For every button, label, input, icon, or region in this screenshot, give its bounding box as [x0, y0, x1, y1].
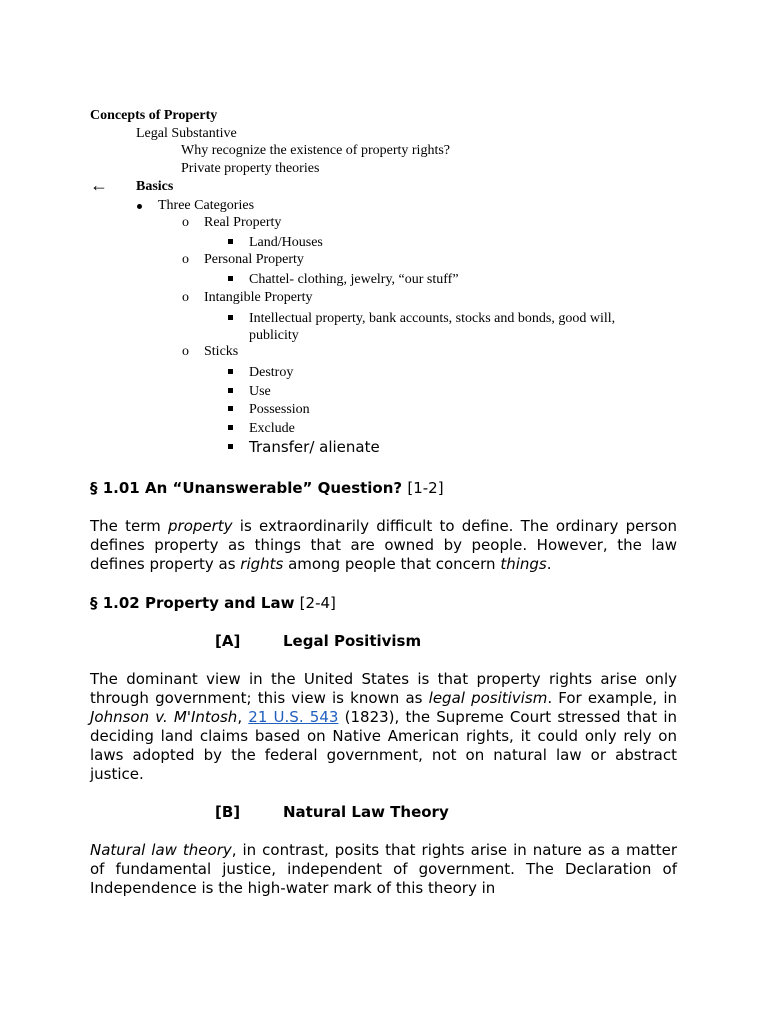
outline-intellectual-line2: publicity [249, 328, 299, 343]
subsection-a-title: Legal Positivism [283, 632, 422, 650]
outline-real-property: Real Property [204, 215, 282, 230]
outline-personal-property: Personal Property [204, 252, 304, 267]
section-101-pin: [1-2] [407, 479, 444, 497]
outline-private-theories: Private property theories [181, 161, 320, 176]
section-101-title: § 1.01 An “Unanswerable” Question? [90, 479, 403, 497]
bullet-square-icon [228, 444, 233, 449]
section-102-title: § 1.02 Property and Law [90, 594, 295, 612]
outline-legal-substantive: Legal Substantive [136, 126, 237, 141]
outline-exclude: Exclude [249, 421, 295, 436]
subsection-b-label: [B] [215, 803, 241, 821]
bullet-square-icon [228, 369, 233, 374]
subsection-b-paragraph: Natural law theory, in contrast, posits that rights arise in nature as a matter of fundamental justice, independent of government. The Declaration of Independence is the high-water mark of this theory in [90, 841, 677, 897]
section-101-heading [90, 479, 444, 498]
outline-land-houses: Land/Houses [249, 235, 323, 250]
outline-chattel: Chattel- clothing, jewelry, “our stuff” [249, 272, 459, 287]
subsection-a-paragraph: The dominant view in the United States is that property rights arise only through government; this view is known as legal positivism. For example, in Johnson v. M'Intosh, 21 U.S. 543 (1823), the Supreme Court stressed that in deciding land claims based on Native American rights, it could only rely on laws adopted by the federal government, not on natural law or abstract justice. [90, 670, 678, 783]
bullet-square-icon [228, 406, 233, 411]
outline-possession: Possession [249, 402, 310, 417]
bullet-square-icon [228, 388, 233, 393]
bullet-circle-icon: o [182, 344, 189, 359]
subsection-a-label: [A] [215, 632, 241, 650]
outline-use: Use [249, 384, 271, 399]
section-102-heading [90, 594, 336, 613]
outline-three-categories: Three Categories [158, 198, 255, 213]
bullet-square-icon [228, 425, 233, 430]
outline-title: Concepts of Property [90, 108, 218, 123]
section-102-pin: [2-4] [299, 594, 336, 612]
bullet-circle-icon: o [182, 215, 189, 230]
outline-intangible-property: Intangible Property [204, 290, 313, 305]
bullet-square-icon [228, 315, 233, 320]
bullet-square-icon [228, 239, 233, 244]
bullet-circle-icon: o [182, 252, 189, 267]
outline-basics: Basics [136, 179, 174, 194]
bullet-square-icon [228, 276, 233, 281]
subsection-b-title: Natural Law Theory [283, 803, 449, 821]
bullet-dot-icon [137, 204, 142, 209]
case-citation-link[interactable]: 21 U.S. 543 [248, 708, 339, 726]
outline-transfer: Transfer/ alienate [249, 438, 380, 456]
bullet-circle-icon: o [182, 290, 189, 305]
outline-destroy: Destroy [249, 365, 294, 380]
outline-why-recognize: Why recognize the existence of property rights? [181, 143, 451, 158]
left-arrow-icon: ← [90, 175, 108, 195]
outline-sticks: Sticks [204, 344, 239, 359]
section-101-paragraph: The term property is extraordinarily difficult to define. The ordinary person defines property as things that are owned by people. However, the law defines property as rights among people that concern things. [90, 517, 677, 573]
outline-intellectual-line1: Intellectual property, bank accounts, stocks and bonds, good will, [249, 311, 616, 326]
